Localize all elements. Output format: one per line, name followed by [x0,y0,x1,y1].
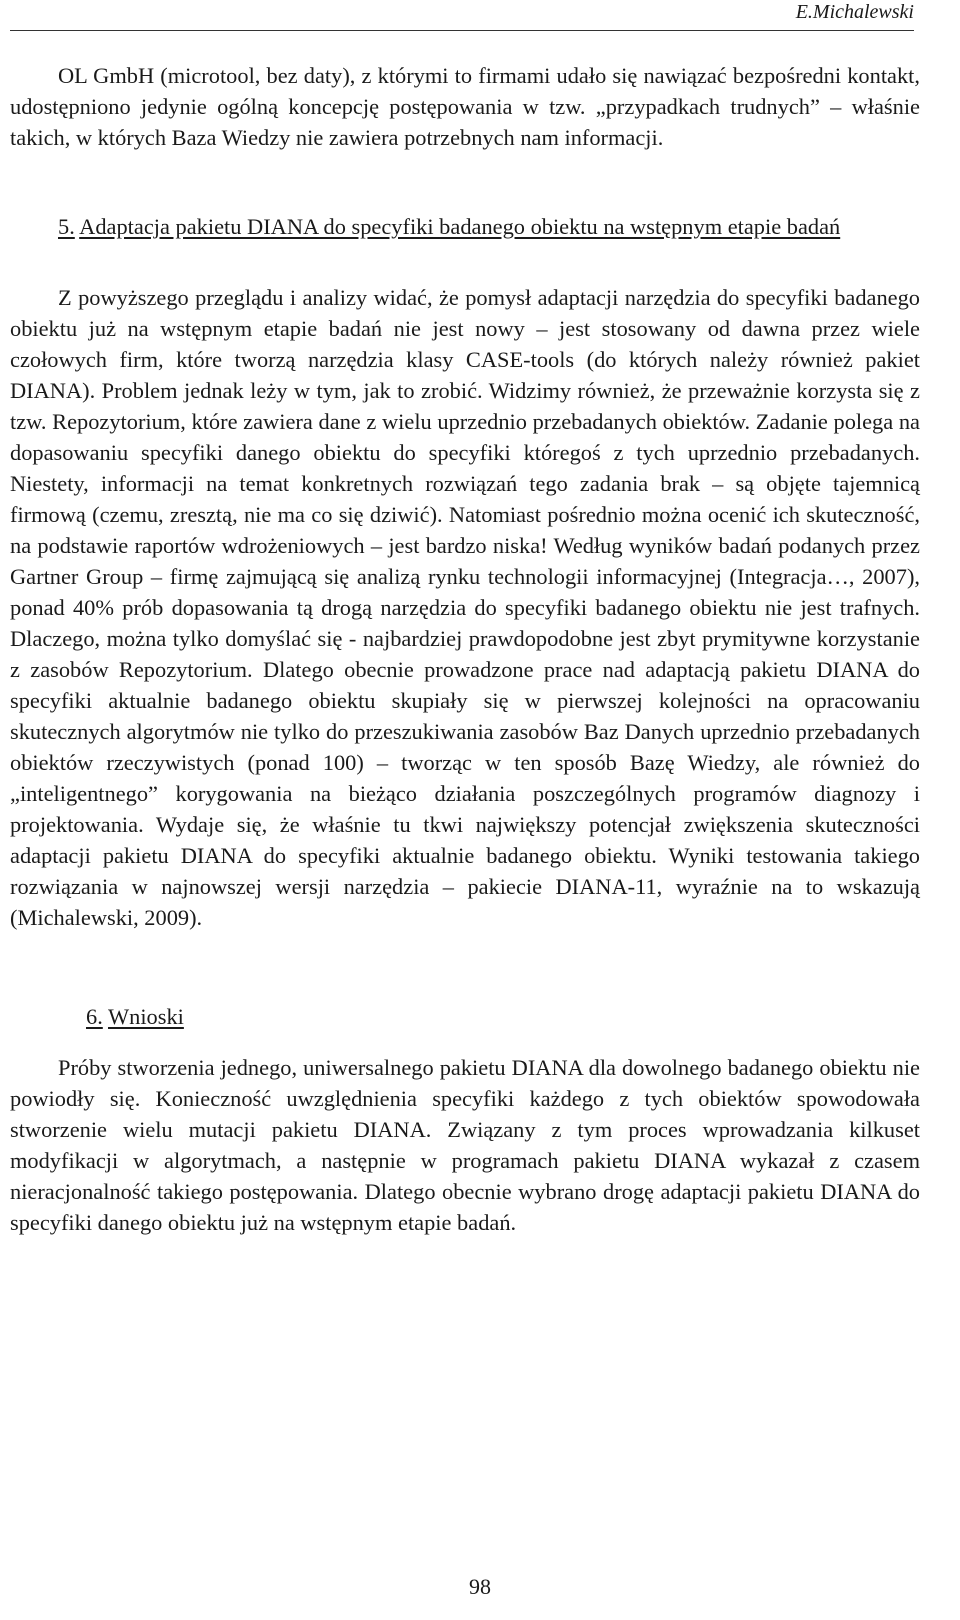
section-5-title: Adaptacja pakietu DIANA do specyfiki badanego obiektu na wstępnym etapie badań [79,214,841,239]
page-number-text: 98 [469,1574,491,1599]
section-5-heading [10,211,920,242]
running-head [10,0,914,31]
section-6-title: Wnioski [108,1004,184,1029]
section-6-paragraph: Próby stworzenia jednego, uniwersalnego pakietu DIANA dla dowolnego badanego obiektu nie powiodły się. Konieczność uwzględnienia specyfiki każdego z tych obiektów spowodowała stworzenie wielu mutacji pakietu DIANA. Związany z tym proces wprowadzania kilkuset modyfikacji w algorytmach, a następnie w programach pakietu DIANA wykazał z czasem nieracjonalność takiego postępowania. Dlatego obecnie wybrano drogę adaptacji pakietu DIANA do specyfiki danego obiektu już na wstępnym etapie badań. [10,1055,920,1235]
section-6-heading [10,1001,920,1032]
section-6-number: 6. [86,1004,103,1029]
page-body [10,60,920,1238]
section-5-paragraph: Z powyższego przeglądu i analizy widać, że pomysł adaptacji narzędzia do specyfiki badanego obiektu już na wstępnym etapie badań nie jest nowy – jest stosowany od dawna przez wiele czołowych firm, które tworzą narzędzia klasy CASE-tools (do których należy również pakiet DIANA). Problem jednak leży w tym, jak to zrobić. Widzimy również, że przeważnie korzysta się z tzw. Repozytorium, które zawiera dane z wielu uprzednio przebadanych obiektów. Zadanie polega na dopasowaniu specyfiki danego obiektu do specyfiki któregoś z tych uprzednio przebadanych. Niestety, informacji na temat konkretnych rozwiązań tego zadania brak – są objęte tajemnicą firmową (czemu, zresztą, nie ma co się dziwić). Natomiast pośrednio można ocenić ich skuteczność, na podstawie raportów wdrożeniowych – jest bardzo niska! Według wyników badań podanych przez Gartner Group – firmę zajmującą się analizą rynku technologii informacyjnej (Integracja…, 2007), ponad 40% prób dopasowania tą drogą narzędzia do specyfiki badanego obiektu nie jest trafnych. Dlaczego, można tylko domyślać się - najbardziej prawdopodobne jest zbyt prymitywne korzystanie z zasobów Repozytorium. Dlatego obecnie prowadzone prace nad adaptacją pakietu DIANA do specyfiki aktualnie badanego obiektu skupiały się w pierwszej kolejności na opracowaniu skutecznych algorytmów nie tylko do przeszukiwania zasobów Baz Danych uprzednio przebadanych obiektów rzeczywistych (ponad 100) – tworząc w ten sposób Bazę Wiedzy, ale również do „inteligentnego” korygowania na bieżąco działania poszczególnych programów diagnozy i projektowania. Wydaje się, że właśnie tu tkwi największy potencjał zwiększenia skuteczności adaptacji pakietu DIANA do specyfiki aktualnie badanego obiektu. Wyniki testowania takiego rozwiązania w najnowszej wersji narzędzia – pakiecie DIANA-11, wyraźnie na to wskazują (Michalewski, 2009). [10,285,920,930]
section-5-number: 5. [58,214,75,239]
author-name: E.Michalewski [795,1,914,23]
page-number [0,1574,960,1600]
intro-paragraph: OL GmbH (microtool, bez daty), z którymi to firmami udało się nawiązać bezpośredni kontakt, udostępniono jedynie ogólną koncepcję postępowania w tzw. „przypadkach trudnych” – właśnie takich, w których Baza Wiedzy nie zawiera potrzebnych nam informacji. [10,63,920,150]
